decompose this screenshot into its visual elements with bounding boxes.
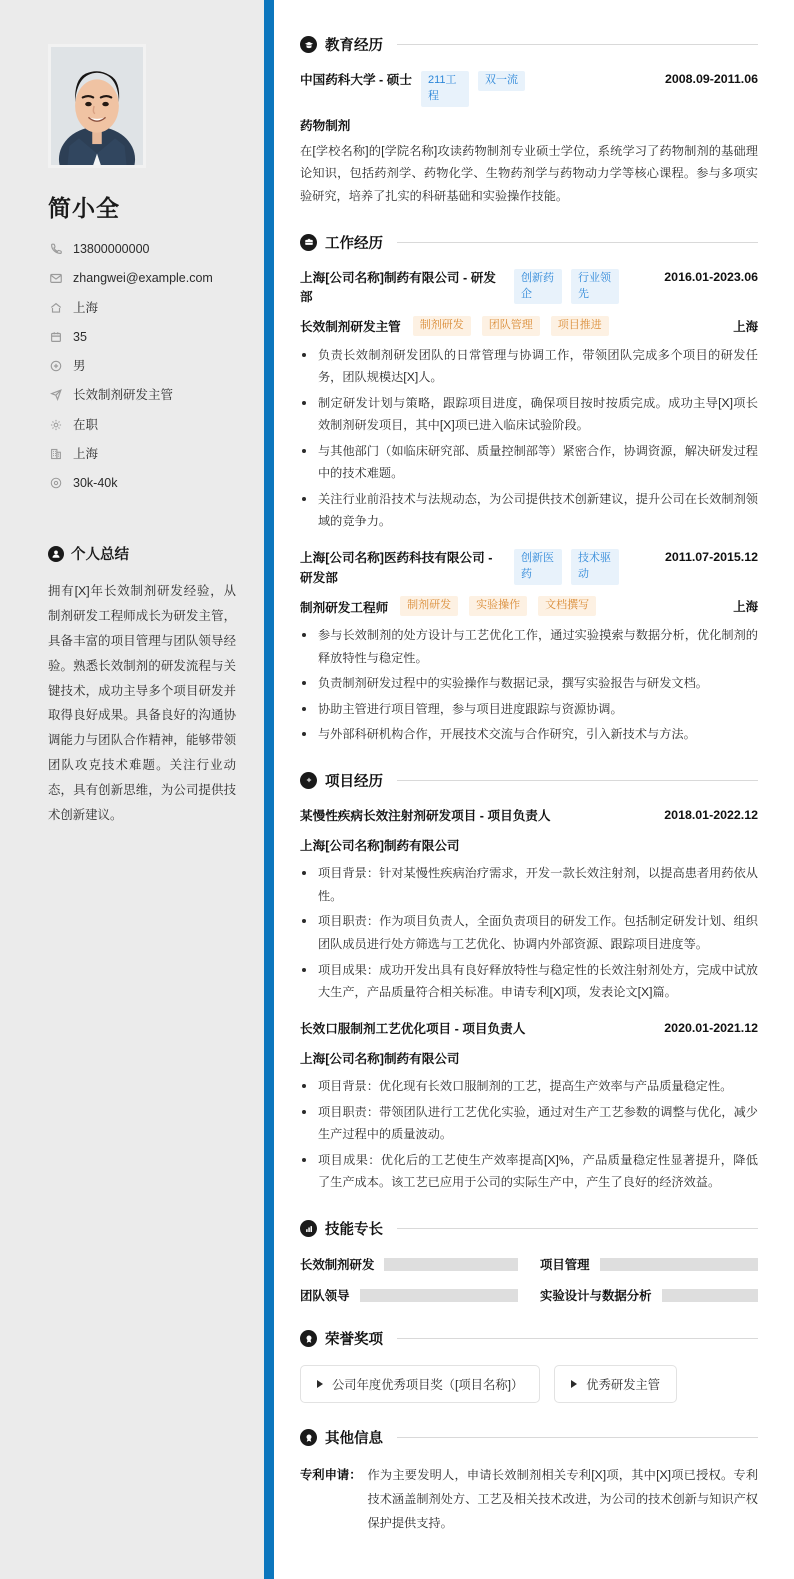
other-section: [300, 1427, 758, 1535]
gender-icon: [48, 359, 63, 374]
salary-icon: [48, 476, 63, 491]
skills-section: [300, 1218, 758, 1304]
main-content: [264, 0, 794, 1579]
bullet-item: 项目职责：带领团队进行工艺优化实验，通过对生产工艺参数的调整与优化，减少生产过程中的质量波动。: [300, 1101, 758, 1146]
building-icon: [48, 446, 63, 461]
gear-icon: [48, 417, 63, 432]
education-description: 在[学校名称]的[学院名称]攻读药物制剂专业硕士学位，系统学习了药物制剂的基础理论知识，包括药剂学、药物化学、生物药剂学与药物动力学等核心课程。参与多项实验研究，培养了扎实的科研基础和实验操作技能。: [300, 143, 758, 203]
graduation-cap-icon: [300, 36, 317, 53]
skill-tag: 制剂研发: [400, 596, 458, 616]
contact-salary: [48, 475, 236, 491]
honor-chip[interactable]: [300, 1365, 540, 1403]
skill-progress-track: [384, 1258, 518, 1271]
bullet-item: 关注行业前沿技术与法规动态，为公司提供技术创新建议，提升公司在长效制剂领域的竞争力。: [300, 488, 758, 533]
honor-chip[interactable]: [554, 1365, 677, 1403]
contact-value: 30k-40k: [73, 476, 118, 490]
skill-tag: 制剂研发: [413, 316, 471, 336]
summary-section-title: [48, 543, 236, 564]
skill-label: 实验设计与数据分析: [540, 1289, 652, 1304]
work-date: 2011.07-2015.12: [664, 550, 758, 565]
work-location: 上海: [733, 600, 758, 615]
contact-value: 男: [73, 359, 86, 373]
bullet-item: 与外部科研机构合作，开展技术交流与合作研究，引入新技术与方法。: [300, 723, 758, 746]
education-entry-header: [300, 71, 758, 107]
triangle-marker-icon: [317, 1380, 323, 1388]
bullet-item: 与其他部门（如临床研究部、质量控制部等）紧密合作，协调资源，解决研发过程中的技术难题。: [300, 440, 758, 485]
project-bullets: [300, 862, 758, 1003]
award-icon: [300, 1330, 317, 1347]
education-entry: [300, 71, 758, 208]
project-bullets: [300, 1075, 758, 1194]
education-tag: 211工程: [421, 71, 469, 107]
contact-value: 在职: [73, 417, 99, 432]
rocket-icon: [48, 388, 63, 403]
education-tag: 双一流: [478, 71, 525, 91]
contact-value: 长效制剂研发主管: [73, 388, 174, 403]
company-tag: 行业领先: [571, 269, 619, 305]
other-title: 其他信息: [325, 1431, 383, 1448]
project-entry: [300, 807, 758, 1004]
person-icon: [48, 546, 64, 562]
work-section-header: [300, 232, 758, 253]
work-entry-header: [300, 549, 758, 588]
skill-label: 团队领导: [300, 1289, 350, 1304]
work-title: 工作经历: [325, 235, 383, 252]
contact-value: 上海: [73, 446, 99, 461]
job-title: 长效制剂研发主管: [300, 320, 401, 335]
contact-position: [48, 387, 236, 403]
honors-title: 荣誉奖项: [325, 1332, 383, 1349]
skill-row: [300, 1286, 518, 1304]
work-bullets: [300, 344, 758, 534]
skill-tag: 文档撰写: [538, 596, 596, 616]
work-role-row: [300, 316, 758, 336]
skill-progress-track: [360, 1289, 518, 1302]
work-section: [300, 232, 758, 746]
contact-list: [48, 241, 236, 491]
project-date: 2020.01-2021.12: [664, 1020, 758, 1035]
contact-value: 13800000000: [73, 242, 150, 256]
skill-tag: 实验操作: [469, 596, 527, 616]
skill-tag: 项目推进: [551, 316, 609, 336]
bullet-item: 负责制剂研发过程中的实验操作与数据记录，撰写实验报告与研发文档。: [300, 672, 758, 695]
bullet-item: 项目背景：优化现有长效口服制剂的工艺，提高生产效率与产品质量稳定性。: [300, 1075, 758, 1098]
summary-text: 拥有[X]年长效制剂研发经验，从制剂研发工程师成长为研发主管，具备丰富的项目管理与团队领导经验。熟悉长效制剂的研发流程与关键技术，成功主导多个项目研发并取得良好成果。具备良好的沟通协调能力与团队合作精神，能够带领团队攻克技术难题。关注行业动态，具有创新思维，为公司提供技术创新建议。: [48, 584, 236, 822]
project-company: 上海[公司名称]制药有限公司: [300, 839, 460, 854]
skill-row: [300, 1255, 518, 1273]
work-location: 上海: [733, 319, 758, 334]
triangle-marker-icon: [571, 1380, 577, 1388]
project-entry-header: [300, 807, 758, 827]
skill-tag: 团队管理: [482, 316, 540, 336]
other-section-header: [300, 1427, 758, 1448]
project-name: 长效口服制剂工艺优化项目 - 项目负责人: [300, 1021, 526, 1036]
bullet-item: 参与长效制剂的处方设计与工艺优化工作，通过实验摸索与数据分析，优化制剂的释放特性与稳定性。: [300, 624, 758, 669]
education-date: 2008.09-2011.06: [664, 72, 758, 86]
contact-age: [48, 329, 236, 345]
avatar: [48, 44, 146, 168]
projects-section: [300, 770, 758, 1194]
education-title: 教育经历: [325, 38, 383, 54]
honors-section-header: [300, 1328, 758, 1349]
education-section-header: [300, 34, 758, 55]
skill-row: [540, 1286, 758, 1304]
project-entry-header: [300, 1020, 758, 1040]
contact-value: 上海: [73, 300, 99, 315]
honor-label: 公司年度优秀项目奖（[项目名称]）: [332, 1378, 524, 1393]
school-name: 中国药科大学 - 硕士: [300, 73, 412, 87]
section-divider: [397, 44, 758, 45]
skills-grid: [300, 1255, 758, 1304]
work-entry-header: [300, 269, 758, 308]
contact-value: zhangwei@example.com: [73, 271, 213, 286]
work-role-row: [300, 596, 758, 616]
company-name: 上海[公司名称]医药科技有限公司 - 研发部: [300, 551, 493, 585]
education-major: 药物制剂: [300, 118, 351, 133]
home-icon: [48, 300, 63, 315]
projects-title: 项目经历: [325, 773, 383, 790]
project-company: 上海[公司名称]制药有限公司: [300, 1052, 460, 1067]
other-value: 作为主要发明人，申请长效制剂相关专利[X]项，其中[X]项已授权。专利技术涵盖制剂处方、工艺及相关技术改进，为公司的技术创新与知识产权保护提供支持。: [367, 1468, 758, 1530]
work-bullets: [300, 624, 758, 746]
phone-icon: [48, 242, 63, 257]
bullet-item: 制定研发计划与策略，跟踪项目进度，确保项目按时按质完成。成功主导[X]项长效制剂研发项目，其中[X]项已进入临床试验阶段。: [300, 392, 758, 437]
honors-list: [300, 1365, 758, 1403]
contact-email: [48, 270, 236, 286]
skills-title: 技能专长: [325, 1222, 383, 1239]
calendar-icon: [48, 329, 63, 344]
skills-section-header: [300, 1218, 758, 1239]
candidate-name: 简小全: [48, 195, 120, 221]
work-date: 2016.01-2023.06: [664, 269, 758, 284]
section-divider: [397, 780, 758, 781]
contact-gender: [48, 358, 236, 374]
company-tag: 技术驱动: [571, 549, 619, 585]
contact-city: [48, 300, 236, 316]
projects-section-header: [300, 770, 758, 791]
section-divider: [397, 1437, 758, 1438]
project-name: 某慢性疾病长效注射剂研发项目 - 项目负责人: [300, 808, 551, 823]
skill-row: [540, 1255, 758, 1273]
other-key: 专利申请：: [300, 1468, 362, 1483]
briefcase-icon: [300, 234, 317, 251]
honors-section: [300, 1328, 758, 1403]
bullet-item: 项目成果：优化后的工艺使生产效率提高[X]%，产品质量稳定性显著提升，降低了生产成本。该工艺已应用于公司的实际生产中，产生了良好的经济效益。: [300, 1149, 758, 1194]
project-entry: [300, 1020, 758, 1194]
education-section: [300, 34, 758, 208]
skill-progress-track: [662, 1289, 758, 1302]
bullet-item: 协助主管进行项目管理，参与项目进度跟踪与资源协调。: [300, 698, 758, 721]
honor-label: 优秀研发主管: [586, 1378, 661, 1393]
other-row: [300, 1464, 758, 1535]
company-tag: 创新医药: [514, 549, 562, 585]
skill-label: 长效制剂研发: [300, 1258, 375, 1273]
accent-bar: [264, 0, 274, 1579]
bullet-item: 负责长效制剂研发团队的日常管理与协调工作，带领团队完成多个项目的研发任务，团队规模达[X]人。: [300, 344, 758, 389]
job-title: 制剂研发工程师: [300, 600, 389, 615]
contact-status: [48, 417, 236, 433]
company-name: 上海[公司名称]制药有限公司 - 研发部: [300, 270, 496, 305]
bullet-item: 项目职责：作为项目负责人，全面负责项目的研发工作。包括制定研发计划、组织团队成员进行处方筛选与工艺优化、协调内外部资源、跟踪项目进度等。: [300, 910, 758, 955]
bar-chart-icon: [300, 1220, 317, 1237]
work-entry: [300, 269, 758, 533]
section-divider: [397, 1338, 758, 1339]
company-tag: 创新药企: [514, 269, 562, 305]
bullet-item: 项目成果：成功开发出具有良好释放特性与稳定性的长效注射剂处方，完成中试放大生产，产品质量符合相关标准。申请专利[X]项，发表论文[X]篇。: [300, 959, 758, 1004]
grid-plus-icon: [300, 772, 317, 789]
section-divider: [397, 1228, 758, 1229]
contact-value: 35: [73, 329, 87, 344]
sidebar: [0, 0, 264, 1579]
work-entry: [300, 549, 758, 746]
section-divider: [397, 242, 758, 243]
skill-label: 项目管理: [540, 1258, 590, 1273]
skill-progress-track: [600, 1258, 758, 1271]
project-date: 2018.01-2022.12: [664, 807, 758, 822]
contact-phone: [48, 241, 236, 257]
info-icon: [300, 1429, 317, 1446]
bullet-item: 项目背景：针对某慢性疾病治疗需求，开发一款长效注射剂，以提高患者用药依从性。: [300, 862, 758, 907]
contact-workplace: [48, 446, 236, 462]
summary-title-text: 个人总结: [71, 547, 129, 564]
envelope-icon: [48, 271, 63, 286]
